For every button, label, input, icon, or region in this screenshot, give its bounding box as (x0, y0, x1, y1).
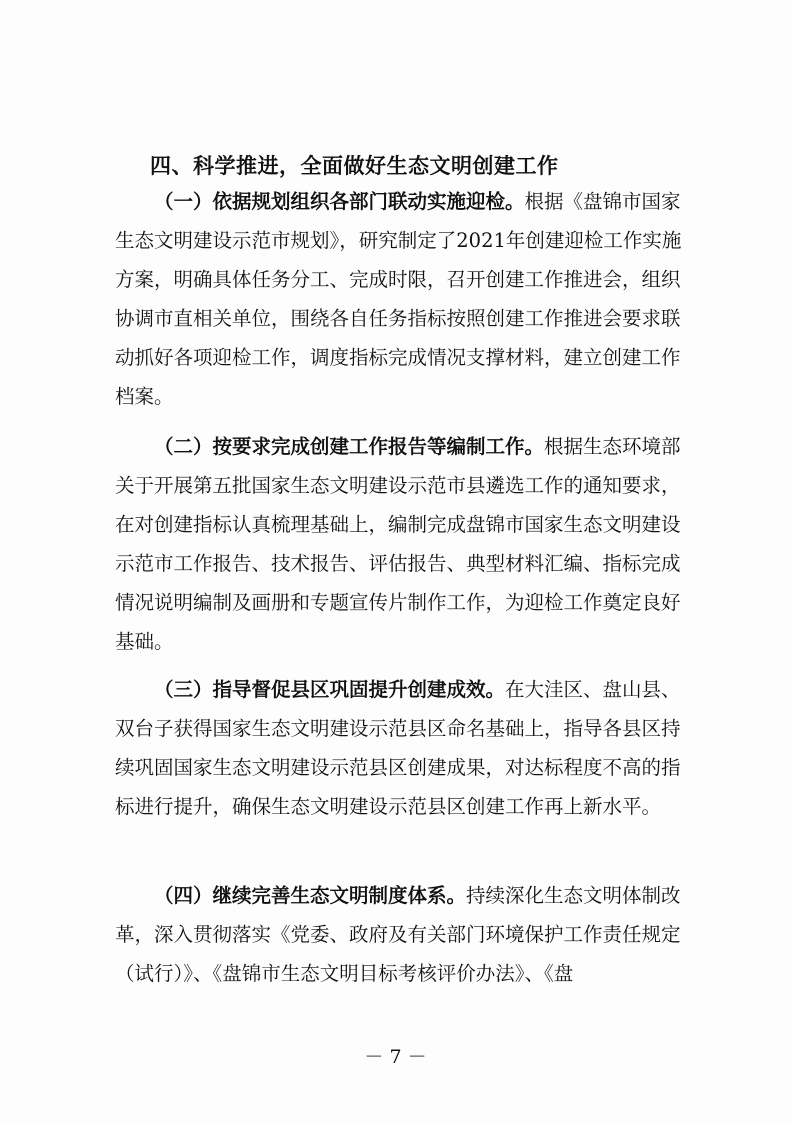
paragraph-4 (115, 876, 685, 993)
paragraph-1-lead: （一）依据规划组织各部门联动实施迎检。 (154, 190, 525, 213)
paragraph-2-lead: （二）按要求完成创建工作报告等编制工作。 (154, 435, 545, 458)
paragraph-4-body: 持续深化生态文明体制改革，深入贯彻落实《党委、政府及有关部门环境保护工作责任规定（试行）》、《盘锦市生态文明目标考核评价办法》、《盘 (115, 884, 681, 985)
paragraph-1-body: 根据《盘锦市国家生态文明建设示范市规划》，研究制定了2021年创建迎检工作实施方案，明确具体任务分工、完成时限，召开创建工作推进会，组织协调市直相关单位，围绕各自任务指标按照创建工作推进会要求联动抓好各项迎检工作，调度指标完成情况支撑材料，建立创建工作档案。 (115, 190, 682, 408)
paragraph-3-lead: （三）指导督促县区巩固提升创建成效。 (154, 678, 506, 701)
paragraph-3 (115, 670, 685, 826)
paragraph-3-body: 在大洼区、盘山县、双台子获得国家生态文明建设示范县区命名基础上，指导各县区持续巩固国家生态文明建设示范县区创建成果，对达标程度不高的指标进行提升，确保生态文明建设示范县区创建工作再上新水平。 (115, 678, 681, 818)
page-number: － 7 － (364, 1046, 427, 1068)
paragraph-1 (115, 182, 685, 416)
section-heading: 四、科学推进，全面做好生态文明创建工作 (150, 154, 559, 178)
paragraph-2-body: 根据生态环境部关于开展第五批国家生态文明建设示范市县遴选工作的通知要求，在对创建指标认真梳理基础上，编制完成盘锦市国家生态文明建设示范市工作报告、技术报告、评估报告、典型材料汇编、指标完成情况说明编制及画册和专题宣传片制作工作，为迎检工作奠定良好基础。 (115, 435, 681, 653)
paragraph-2 (115, 427, 685, 661)
paragraph-4-lead: （四）继续完善生态文明制度体系。 (154, 884, 467, 907)
